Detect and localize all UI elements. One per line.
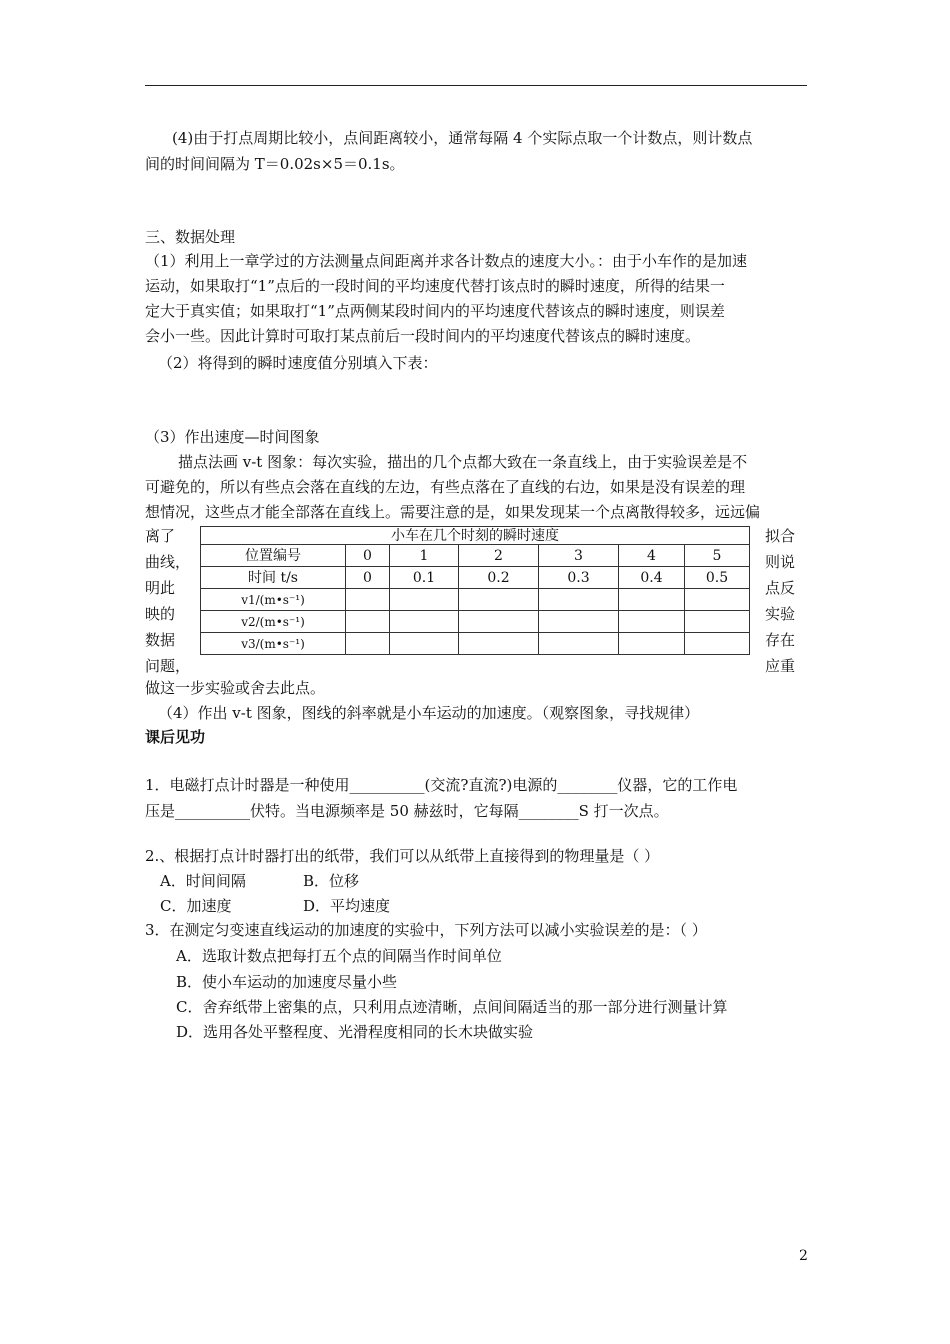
table-cell xyxy=(390,633,459,655)
option-item: C．加速度 xyxy=(160,897,232,915)
table-cell xyxy=(685,611,750,633)
table-cell xyxy=(459,633,539,655)
row-header: v3/(m•s⁻¹) xyxy=(201,633,346,655)
table-caption-row xyxy=(201,527,750,545)
row-header: v2/(m•s⁻¹) xyxy=(201,611,346,633)
option-item: A．选取计数点把每打五个点的间隔当作时间单位 xyxy=(176,947,502,965)
table-row xyxy=(201,611,750,633)
paragraph-line: （4）作出 v-t 图象，图线的斜率就是小车运动的加速度。（观察图象，寻找规律） xyxy=(158,704,700,722)
question-1-line: 压是__________伏特。当电源频率是 50 赫兹时，它每隔________S 打一次点。 xyxy=(145,802,669,820)
table-cell xyxy=(346,611,390,633)
table-row xyxy=(201,545,750,567)
paragraph-line: 做这一步实验或舍去此点。 xyxy=(145,679,326,697)
table-cell xyxy=(346,589,390,611)
paragraph-line: 定大于真实值；如果取打“1”点两侧某段时间内的平均速度代替该点的瞬时速度，则误差 xyxy=(145,302,725,320)
option-item: D．选用各处平整程度、光滑程度相同的长木块做实验 xyxy=(176,1023,534,1041)
paragraph-line: (4)由于打点周期比较小，点间距离较小，通常每隔 4 个实际点取一个计数点，则计数点 xyxy=(172,129,753,147)
table-cell: 0.2 xyxy=(459,567,539,589)
table-cell xyxy=(459,589,539,611)
table-cell: 2 xyxy=(459,545,539,567)
paragraph-line: 描点法画 v-t 图象：每次实验，描出的几个点都大致在一条直线上，由于实验误差是不 xyxy=(178,453,748,471)
paragraph-line: 会小一些。因此计算时可取打某点前后一段时间内的平均速度代替该点的瞬时速度。 xyxy=(145,327,701,345)
table-cell: 0.1 xyxy=(390,567,459,589)
table-cell: 1 xyxy=(390,545,459,567)
subsection-heading: （3）作出速度—时间图象 xyxy=(145,428,320,446)
table-cell xyxy=(539,589,619,611)
table-row xyxy=(201,567,750,589)
question-1-line: 1．电磁打点计时器是一种使用__________(交流?直流?)电源的________仪器，它的工作电 xyxy=(145,776,738,794)
table-cell xyxy=(619,633,685,655)
wrap-text-right: 拟合 则说 点反 实验 存在 应重 xyxy=(765,527,796,675)
table-cell xyxy=(685,633,750,655)
table-cell xyxy=(390,589,459,611)
option-item: D．平均速度 xyxy=(303,897,391,915)
table-cell xyxy=(619,589,685,611)
option-item: C．舍弃纸带上密集的点，只利用点迹清晰，点间间隔适当的那一部分进行测量计算 xyxy=(176,998,728,1016)
row-header: v1/(m•s⁻¹) xyxy=(201,589,346,611)
wrap-text-left: 离了 曲线， 明此 映的 数据 问题， xyxy=(145,527,191,675)
table-cell: 0.5 xyxy=(685,567,750,589)
table-cell: 0.3 xyxy=(539,567,619,589)
option-item: B．使小车运动的加速度尽量小些 xyxy=(176,973,398,991)
section-heading: 三、数据处理 xyxy=(145,228,236,246)
table-cell: 0 xyxy=(346,567,390,589)
table-cell xyxy=(539,611,619,633)
header-rule xyxy=(145,85,807,86)
option-item: A．时间间隔 xyxy=(160,872,246,890)
table-cell xyxy=(685,589,750,611)
page-number: 2 xyxy=(799,1248,808,1264)
table-cell: 5 xyxy=(685,545,750,567)
table-cell xyxy=(539,633,619,655)
paragraph-line: （2）将得到的瞬时速度值分别填入下表： xyxy=(158,354,438,372)
question-3: 3．在测定匀变速直线运动的加速度的实验中，下列方法可以减小实验误差的是：（ ） xyxy=(145,921,707,939)
table-cell: 3 xyxy=(539,545,619,567)
paragraph-line: 运动，如果取打“1”点后的一段时间的平均速度代替打该点时的瞬时速度，所得的结果一 xyxy=(145,277,725,295)
table-cell xyxy=(619,611,685,633)
table-cell: 4 xyxy=(619,545,685,567)
option-item: B．位移 xyxy=(303,872,360,890)
table-row xyxy=(201,589,750,611)
row-header: 时间 t/s xyxy=(201,567,346,589)
speed-table xyxy=(200,526,750,655)
paragraph-line: 想情况，这些点才能全部落在直线上。需要注意的是，如果发现某一个点离散得较多，远远偏 xyxy=(145,503,761,521)
table-cell xyxy=(390,611,459,633)
paragraph-line: 间的时间间隔为 T＝0.02s×5＝0.1s。 xyxy=(145,155,405,173)
question-2: 2.、根据打点计时器打出的纸带，我们可以从纸带上直接得到的物理量是（ ） xyxy=(145,847,660,865)
table-cell xyxy=(346,633,390,655)
table-cell: 0.4 xyxy=(619,567,685,589)
table-cell: 0 xyxy=(346,545,390,567)
table-cell xyxy=(459,611,539,633)
homework-heading: 课后见功 xyxy=(145,728,206,746)
paragraph-line: 可避免的，所以有些点会落在直线的左边，有些点落在了直线的右边，如果是没有误差的理 xyxy=(145,478,746,496)
table-caption: 小车在几个时刻的瞬时速度 xyxy=(201,527,750,545)
row-header: 位置编号 xyxy=(201,545,346,567)
paragraph-line: （1）利用上一章学过的方法测量点间距离并求各计数点的速度大小。：由于小车作的是加速 xyxy=(145,252,748,270)
table-row xyxy=(201,633,750,655)
